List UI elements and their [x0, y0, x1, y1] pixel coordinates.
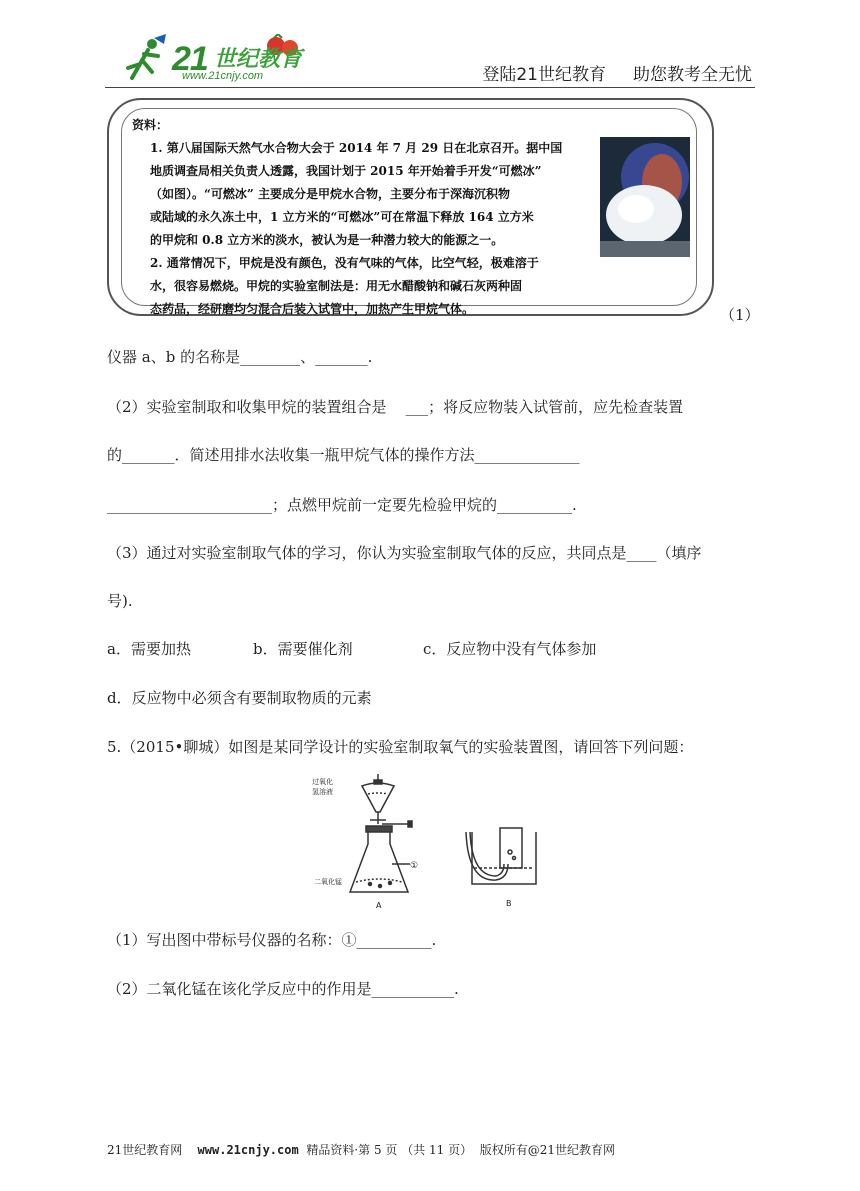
apparatus-b	[466, 828, 536, 884]
footer-site: 21世纪教育网	[107, 1143, 183, 1157]
question-2-line: ______________________；点燃甲烷前一定要先检验甲烷的__________.	[107, 496, 577, 514]
resource-line: 水，很容易燃烧。甲烷的实验室制法是：用无水醋酸钠和碱石灰两种固	[150, 279, 523, 293]
apparatus-a	[350, 774, 412, 892]
question-5: 5.（2015•聊城）如图是某同学设计的实验室制取氧气的实验装置图，请回答下列问题：	[107, 738, 694, 756]
apparatus-figure	[310, 772, 570, 912]
question-5-2: （2）二氧化锰在该化学反应中的作用是___________.	[107, 980, 459, 998]
resource-title: 资料：	[132, 118, 169, 132]
resource-line: 地质调查局相关负责人透露，我国计划于 2015 年开始着手开发“可燃冰”	[150, 164, 542, 178]
question-3-line: （3）通过对实验室制取气体的学习，你认为实验室制取气体的反应，共同点是____（填序	[107, 544, 702, 562]
question-5-1: （1）写出图中带标号仪器的名称：①__________.	[107, 931, 437, 949]
mno2-label: 二氧化锰	[314, 878, 342, 886]
resource-line: 的甲烷和 0.8 立方米的淡水，被认为是一种潜力较大的能源之一。	[150, 233, 504, 247]
footer-url[interactable]: www.21cnjy.com	[197, 1143, 299, 1157]
logo-text: 世纪教育	[214, 47, 303, 72]
page-footer	[107, 1141, 615, 1158]
logo-url: www.21cnjy.com	[182, 70, 264, 82]
instrument-1-label: ①	[410, 861, 419, 871]
option-d: d．反应物中必须含有要制取物质的元素	[107, 689, 372, 707]
h2o2-label-2: 氢溶液	[312, 788, 333, 796]
question-1-text: 仪器 a、b 的名称是________、_______.	[107, 348, 373, 366]
h2o2-label: 过氧化	[312, 778, 333, 786]
header-divider	[105, 87, 755, 88]
footer-copyright: 版权所有@21世纪教育网	[479, 1143, 616, 1157]
resource-line: 或陆域的永久冻土中，1 立方米的“可燃冰”可在常温下释放 164 立方米	[150, 210, 534, 224]
logo-number: 21	[172, 40, 208, 78]
resource-line: 态药品，经研磨均匀混合后装入试管中，加热产生甲烷气体。	[150, 302, 475, 316]
question-2-line: （2）实验室制取和收集甲烷的装置组合是 ___；将反应物装入试管前，应先检查装置	[107, 398, 684, 416]
question-1-number: （1）	[720, 306, 760, 324]
option-b: b．需要催化剂	[253, 640, 353, 658]
question-3-line: 号).	[107, 592, 133, 610]
resource-line: 1. 第八届国际天然气水合物大会于 2014 年 7 月 29 日在北京召开。据中国	[150, 141, 563, 155]
header-slogan: 登陆21世纪教育 助您教考全无忧	[482, 65, 752, 85]
question-2-line: 的_______．简述用排水法收集一瓶甲烷气体的操作方法______________	[107, 446, 580, 464]
option-a: a．需要加热	[107, 640, 191, 658]
footer-page: 精品资料·第 5 页 （共 11 页）	[306, 1143, 473, 1157]
apparatus-a-label: A	[376, 901, 382, 910]
apparatus-b-label: B	[506, 899, 512, 908]
combustible-ice-photo	[600, 137, 690, 257]
option-c: c．反应物中没有气体参加	[423, 640, 597, 658]
resource-line: （如图）。“可燃冰” 主要成分是甲烷水合物，主要分布于深海沉积物	[150, 187, 510, 201]
resource-line: 2. 通常情况下，甲烷是没有颜色，没有气味的气体，比空气轻，极难溶于	[150, 256, 539, 270]
